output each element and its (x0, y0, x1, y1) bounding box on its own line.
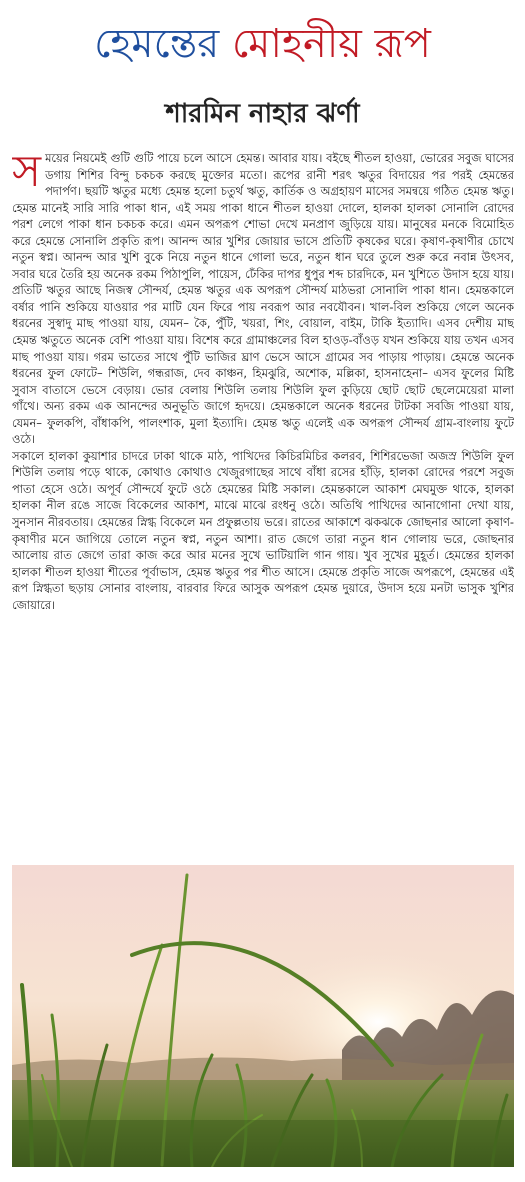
headline-part-red: মোহনীয় রূপ (231, 21, 431, 67)
article-headline (0, 14, 525, 74)
paragraph-2: সকালে হালকা কুয়াশার চাদরে ঢাকা থাকে মাঠ, পাখিদের কিচিরমিচির কলরব, শিশিরভেজা অজস্র শিউলি ফুল শিউলি তলায় পড়ে থাকে, কোথাও কোথাও খেজুরগাছের সাথে বাঁধা রসের হাঁড়ি, হালকা রোদের পরশে সবুজ পাতা হেসে ওঠে। অপূর্ব সৌন্দর্যে ফুটে ওঠে হেমন্তের মিষ্টি সকাল। হেমন্তকালে আকাশ মেঘমুক্ত থাকে, হালকা হালকা নীল রঙে সাজে বিকেলের আকাশ, মাঝে মাঝে রংধনু ওঠে। অতিথি পাখিদের আনাগোনা দেখা যায়, সুনসান নীরবতায়। হেমন্তের স্নিগ্ধ বিকেলে মন প্রফুল্লতায় ভরে। রাতের আকাশে ঝকঝকে জোছনার আলো কৃষাণ-কৃষাণীর মনে জাগিয়ে তোলে নতুন স্বপ্ন, নতুন আশা। রাত জেগে তারা নতুন ধান গোলায় ভরে, জোছনার আলোয় রাত জেগে তারা কাজ করে আর মনের সুখে ভাটিয়ালি গান গায়। খুব সুখের মুহূর্ত। হেমন্তের হালকা হালকা শীতল হাওয়া শীতের পূর্বাভাস, হেমন্ত ঋতুর পর শীত আসে। হেমন্তে প্রকৃতি সাজে অপরূপে, হেমন্তের এই রূপ স্নিগ্ধতা ছড়ায় সোনার বাংলায়, বারবার ফিরে আসুক অপরূপ হেমন্ত দুয়ারে, উদাস হয়ে মনটা ভাসুক খুশির জোয়ারে। (12, 448, 514, 612)
author-byline: শারমিন নাহার ঝর্ণা (165, 99, 360, 129)
paragraph-1-text: ময়ের নিয়মেই গুটি গুটি পায়ে চলে আসে হেমন্ত। আবার যায়। বইছে শীতল হাওয়া, ভোরের সবুজ ঘাসের ডগায় শিশির বিন্দু চকচক করছে মুক্তোর মতো। রূপের রানী শরৎ ঋতুর বিদায়ের পর পরই হেমন্তের পদার্পণ। ছয়টি ঋতুর মধ্যে হেমন্ত হলো চতুর্থ ঋতু, কার্তিক ও অগ্রহায়ণ মাসের সমন্বয়ে গঠিত হেমন্ত ঋতু। হেমন্ত মানেই সারি সারি পাকা ধান, এই সময় পাকা ধানে শীতল হাওয়া দোলে, হালকা হালকা সোনালি রোদের পরশ লেগে পাকা ধান চকচক করে। এমন অপরূপ শোভা দেখে মনপ্রাণ জুড়িয়ে যায়। মানুষের মনকে বিমোহিত করে হেমন্তে সোনালি প্রকৃতি রূপ। আনন্দ আর খুশির জোয়ার ভাসে প্রতিটি কৃষকের ঘরে। কৃষাণ-কৃষাণীর চোখে নতুন স্বপ্ন। আনন্দ আর খুশি বুকে নিয়ে নতুন ধানে গোলা ভরে, নতুন ধান ঘরে তুলে শুরু করে নবান্ন উৎসব, সবার ঘরে তৈরি হয় অনেক রকম পিঠাপুলি, পায়েস, ঢেঁকির দাপর ধুপুর শব্দ চারদিকে, মন খুশিতে উদাস হয়ে যায়। প্রতিটি ঋতুর আছে নিজস্ব সৌন্দর্য, হেমন্ত ঋতুর এক অপরূপ সৌন্দর্য মাঠভরা সোনালি পাকা ধান। হেমন্তকালে বর্ষার পানি শুকিয়ে যাওয়ার পর মাটি যেন ফিরে পায় নবরূপ আর নবযৌবন। খাল-বিল শুকিয়ে গেলে অনেক ধরনের সুস্বাদু মাছ পাওয়া যায়, যেমন– কৈ, পুঁটি, খয়রা, শিং, বোয়াল, বাইম, টাকি ইত্যাদি। এসব দেশীয় মাছ হেমন্ত ঋতুতে অনেক বেশি পাওয়া যায়। বিশেষ করে গ্রামাঞ্চলের বিল হাওড়-বাঁওড় যখন শুকিয়ে যায় তখন এসব মাছ পাওয়া যায়। গরম ভাতের সাথে পুঁটি ভাজির ঘ্রাণ ভেসে আসে গ্রামের সব পাড়ায় পাড়ায়। হেমন্তে অনেক ধরনের ফুল ফোটে– শিউলি, গন্ধরাজ, দেব কাঞ্চন, হিমঝুরি, অশোক, মল্লিকা, হাসনাহেনা– এসব ফুলের মিষ্টি সুবাস বাতাসে ভেসে বেড়ায়। ভোর বেলায় শিউলি তলায় শিউলি ফুল কুড়িয়ে ছোট ছোট ছেলেমেয়েরা মালা গাঁথে। অন্য রকম এক আনন্দের অনুভূতি জাগে হৃদয়ে। হেমন্তকালে অনেক ধরনের টাটকা সবজি পাওয়া যায়, যেমন– ফুলকপি, বাঁধাকপি, পালংশাক, মুলা ইত্যাদি। হেমন্ত ঋতু এলেই এক অপরূপ সৌন্দর্য গ্রাম-বাংলায় ফুটে ওঠে। (12, 151, 514, 447)
headline-part-blue: হেমন্তের (94, 21, 220, 67)
paragraph-1 (12, 150, 514, 448)
drop-cap: স (12, 150, 42, 197)
paddy-field-photo (12, 865, 514, 1167)
article-body (12, 150, 514, 860)
sunrise-field-image (12, 865, 514, 1167)
